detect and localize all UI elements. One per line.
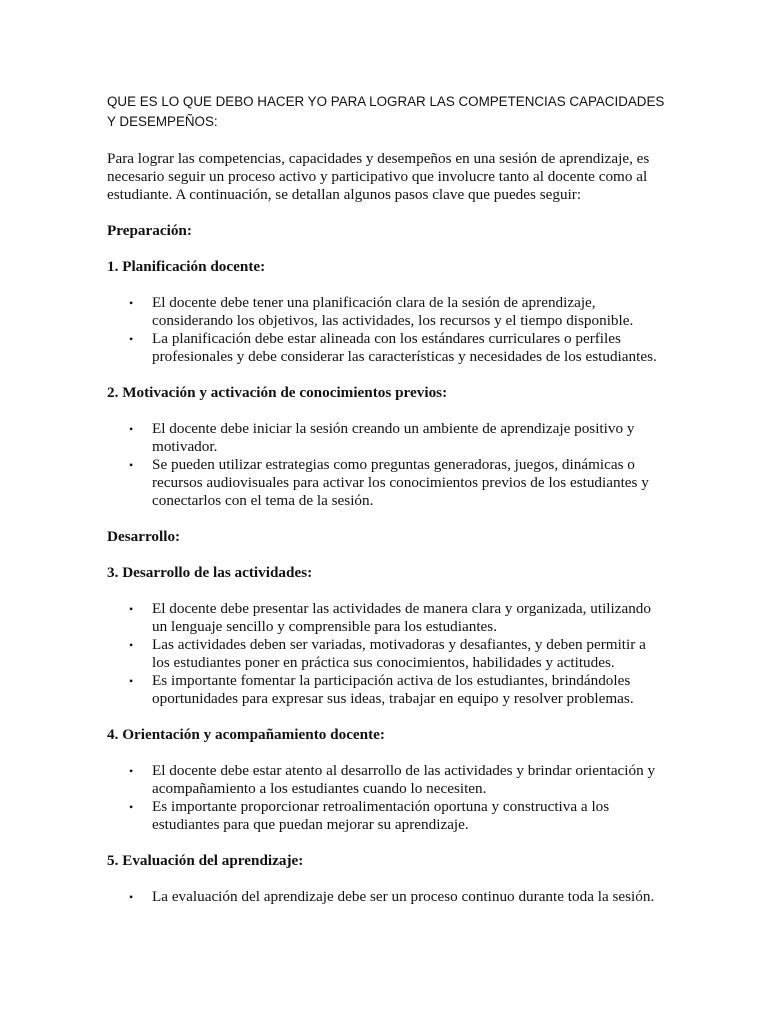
bullet-icon: • [129, 638, 134, 652]
list-item [129, 420, 667, 456]
list-item [129, 600, 667, 636]
list-item [129, 636, 667, 672]
section-heading-3: 3. Desarrollo de las actividades: [107, 564, 313, 581]
list-item-text: El docente debe presentar las actividades de manera clara y organizada, utilizando un lenguaje sencillo y comprensible para los estudiantes. [152, 600, 651, 635]
bullet-icon: • [129, 602, 134, 616]
bullet-icon: • [129, 890, 134, 904]
list-item-text: Se pueden utilizar estrategias como preguntas generadoras, juegos, dinámicas o recursos audiovisuales para activar los conocimientos previos de los estudiantes y conectarlos con el tema de la sesión. [152, 456, 649, 509]
intro-paragraph: Para lograr las competencias, capacidades y desempeños en una sesión de aprendizaje, es necesario seguir un proceso activo y participativo que involucre tanto al docente como al estudiante. A continuación, se detallan algunos pasos clave que puedes seguir: [107, 150, 650, 203]
section-heading-2: 2. Motivación y activación de conocimientos previos: [107, 384, 448, 401]
list-item [129, 762, 667, 798]
phase-heading-preparacion: Preparación: [107, 222, 192, 239]
list-item [129, 294, 667, 330]
bullet-list-5 [107, 888, 667, 906]
bullet-list-4 [107, 762, 667, 834]
section-heading-1: 1. Planificación docente: [107, 258, 266, 275]
list-item-text: Es importante fomentar la participación activa de los estudiantes, brindándoles oportunidades para expresar sus ideas, trabajar en equipo y resolver problemas. [152, 672, 634, 707]
bullet-list-1 [107, 294, 667, 366]
phase-heading-desarrollo: Desarrollo: [107, 528, 181, 545]
bullet-icon: • [129, 674, 134, 688]
list-item [129, 456, 667, 510]
list-item [129, 798, 667, 834]
document-body [107, 150, 667, 924]
bullet-icon: • [129, 458, 134, 472]
bullet-icon: • [129, 332, 134, 346]
list-item-text: El docente debe iniciar la sesión creando un ambiente de aprendizaje positivo y motivador. [152, 420, 635, 455]
list-item-text: La planificación debe estar alineada con los estándares curriculares o perfiles profesionales y debe considerar las características y necesidades de los estudiantes. [152, 330, 657, 365]
list-item-text: Las actividades deben ser variadas, motivadoras y desafiantes, y deben permitir a los estudiantes poner en práctica sus conocimientos, habilidades y actitudes. [152, 636, 646, 671]
list-item-text: El docente debe estar atento al desarrollo de las actividades y brindar orientación y acompañamiento a los estudiantes cuando lo necesiten. [152, 762, 656, 797]
bullet-list-3 [107, 600, 667, 708]
bullet-icon: • [129, 296, 134, 310]
document-title: QUE ES LO QUE DEBO HACER YO PARA LOGRAR LAS COMPETENCIAS CAPACIDADES Y DESEMPEÑOS: [107, 94, 665, 129]
list-item-text: El docente debe tener una planificación clara de la sesión de aprendizaje, considerando los objetivos, las actividades, los recursos y el tiempo disponible. [152, 294, 634, 329]
bullet-icon: • [129, 800, 134, 814]
list-item [129, 888, 667, 906]
section-heading-4: 4. Orientación y acompañamiento docente: [107, 726, 385, 743]
bullet-list-2 [107, 420, 667, 510]
list-item-text: La evaluación del aprendizaje debe ser un proceso continuo durante toda la sesión. [152, 888, 655, 905]
bullet-icon: • [129, 764, 134, 778]
list-item-text: Es importante proporcionar retroalimentación oportuna y constructiva a los estudiantes para que puedan mejorar su aprendizaje. [152, 798, 610, 833]
list-item [129, 672, 667, 708]
section-heading-5: 5. Evaluación del aprendizaje: [107, 852, 304, 869]
bullet-icon: • [129, 422, 134, 436]
list-item [129, 330, 667, 366]
